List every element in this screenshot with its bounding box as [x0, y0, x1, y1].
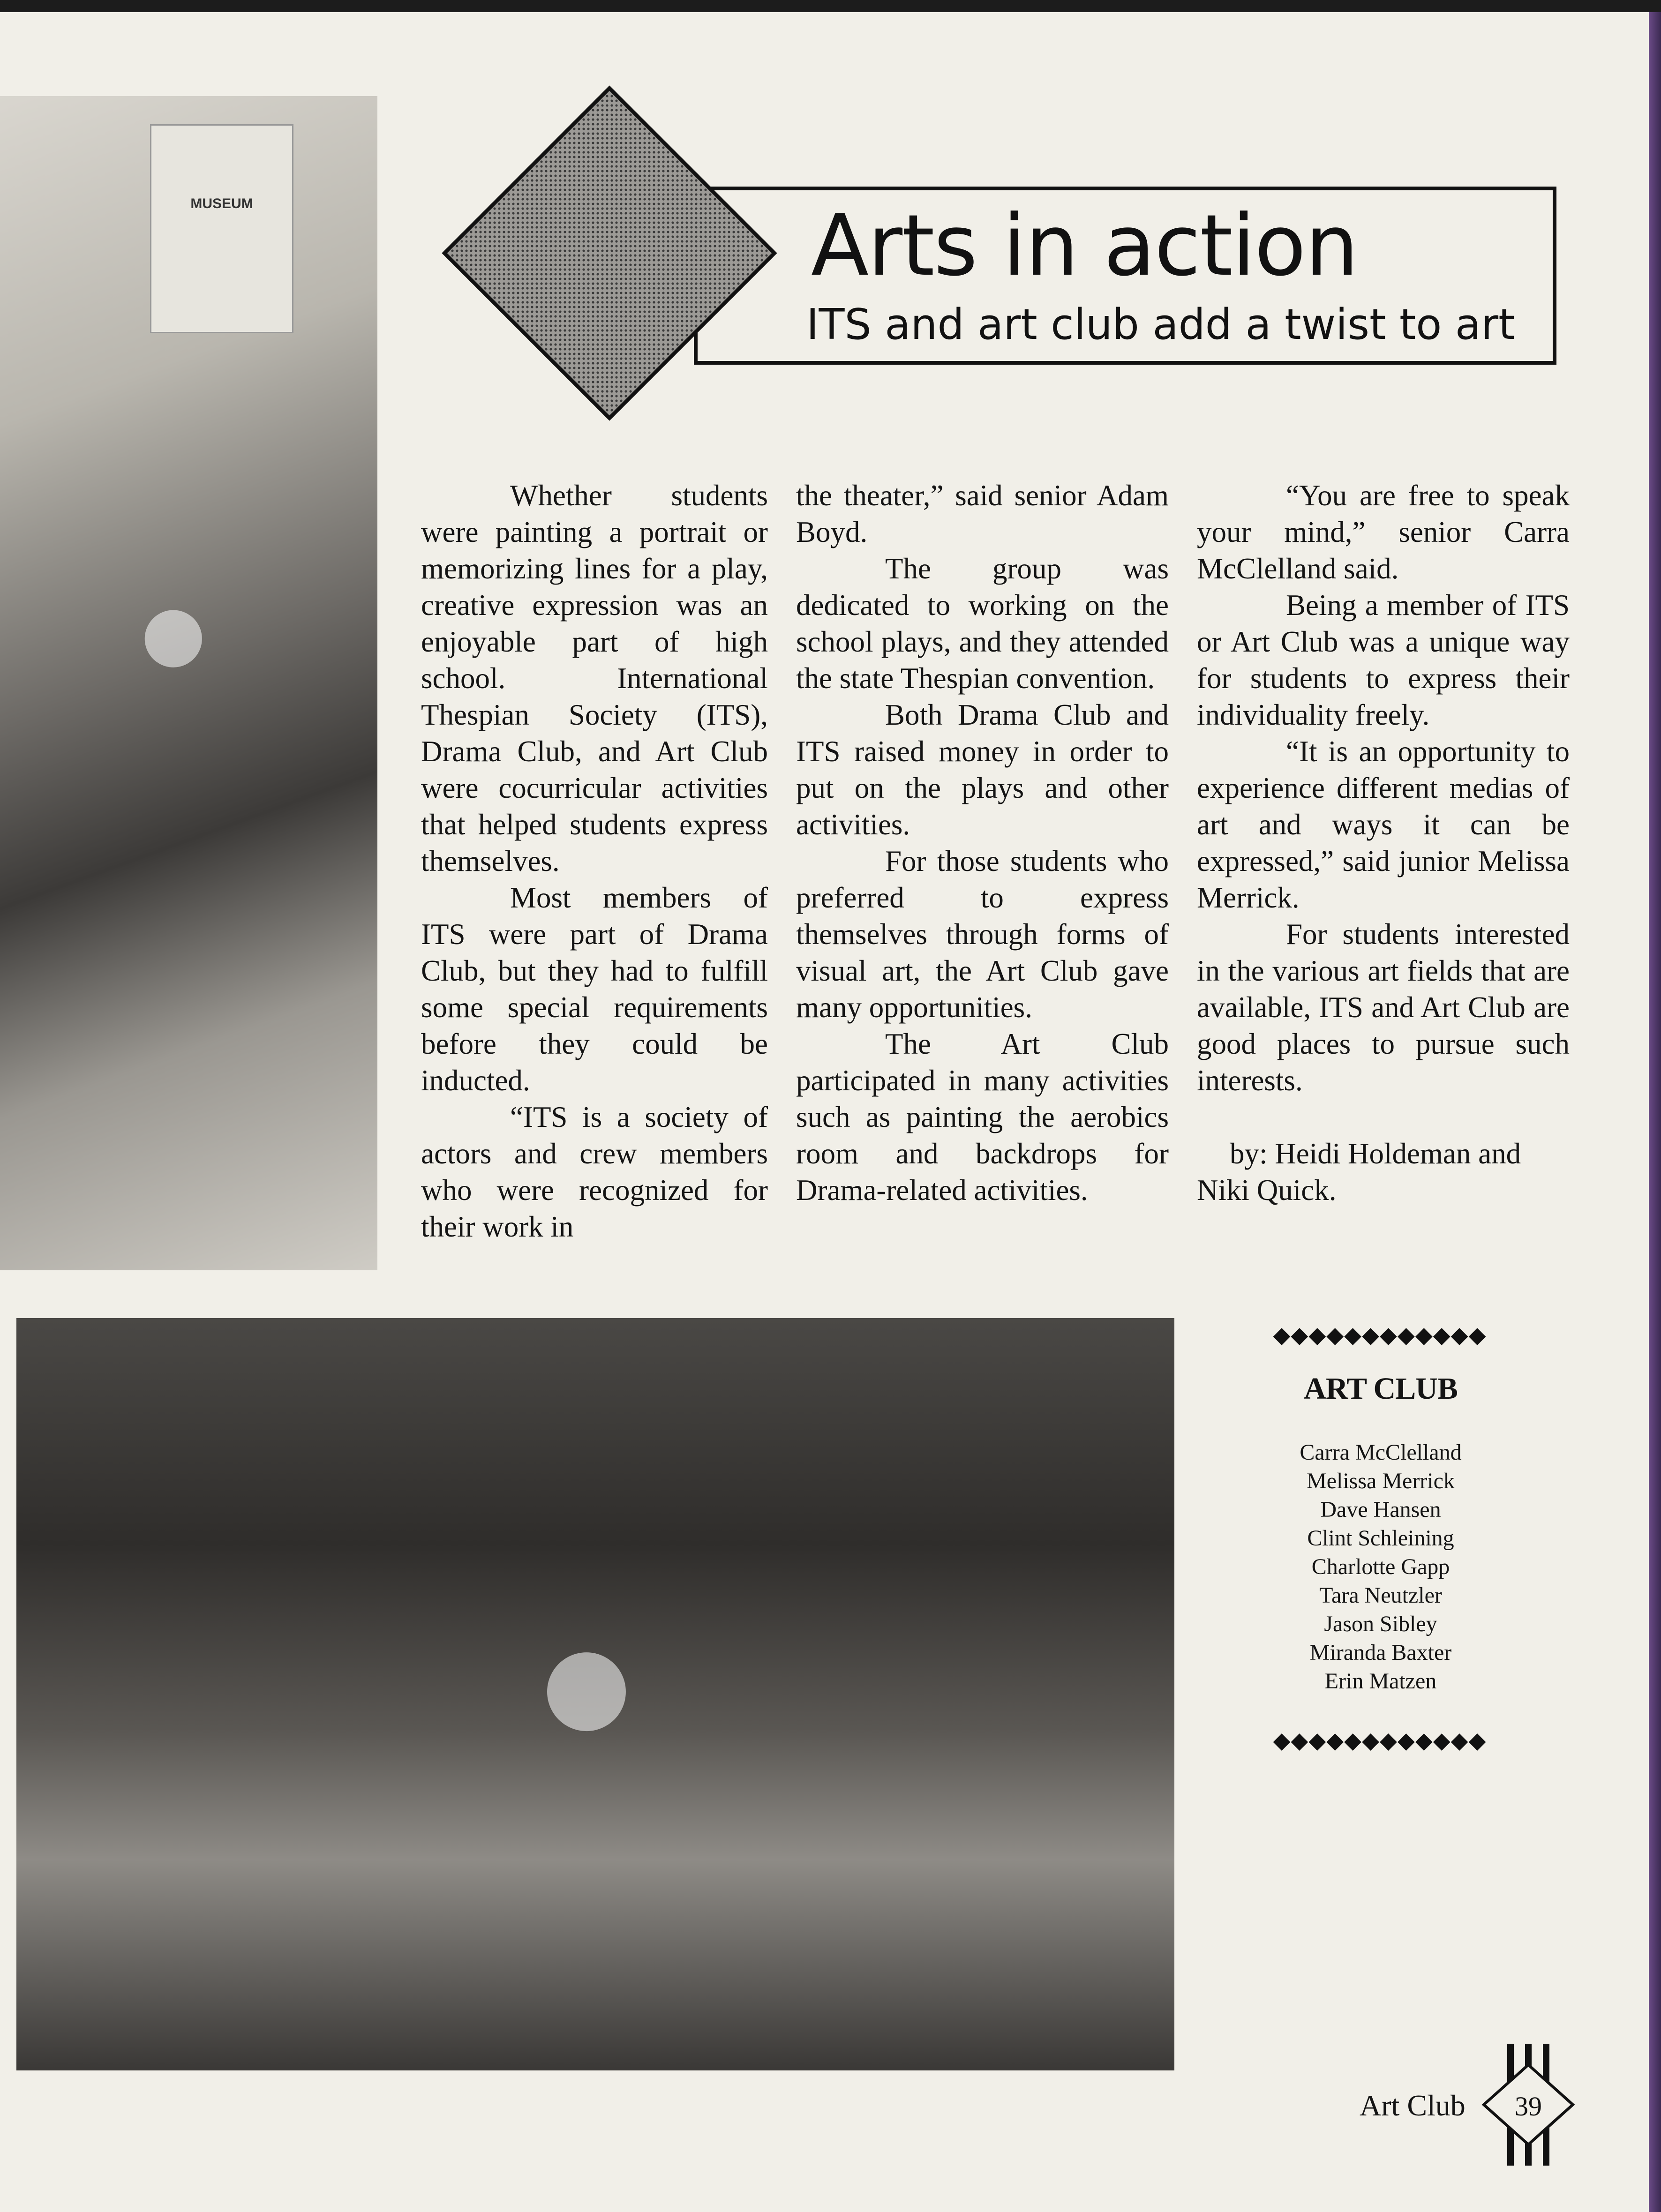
roster-member: Jason Sibley	[1324, 1612, 1437, 1636]
page-title: Arts in action	[811, 197, 1358, 295]
article-paragraph: For those students who preferred to express themselves through forms of visual art, the Art Club gave many opportunities.	[796, 845, 1169, 1024]
roster-member: Miranda Baxter	[1309, 1640, 1452, 1665]
photo-icon: ●	[541, 1623, 631, 1743]
diamond-divider-bottom: ◆◆◆◆◆◆◆◆◆◆◆◆	[1273, 1727, 1487, 1754]
roster-member: Erin Matzen	[1324, 1669, 1437, 1694]
roster-member: Clint Schleining	[1307, 1526, 1454, 1551]
roster-member: Dave Hansen	[1320, 1497, 1441, 1522]
roster-member: Tara Neutzler	[1319, 1583, 1442, 1608]
binding-spine-edge	[1649, 12, 1661, 2212]
roster-list	[1228, 1438, 1533, 1695]
page-subtitle: ITS and art club add a twist to art	[806, 300, 1515, 349]
page-number: 39	[1515, 2091, 1542, 2122]
article-column-3	[1197, 477, 1570, 1208]
article-paragraph: Both Drama Club and ITS raised money in order to put on the plays and other activities.	[796, 698, 1169, 841]
section-label: Art Club	[1360, 2089, 1466, 2122]
article-column-1	[421, 477, 768, 1245]
article-paragraph: The group was dedicated to working on the school plays, and they attended the state Thespian convention.	[796, 552, 1169, 695]
article-paragraph: “ITS is a society of actors and crew members who were recognized for their work in	[421, 1101, 768, 1243]
museum-sign	[150, 124, 293, 333]
article-paragraph: For students interested in the various art fields that are available, ITS and Art Club are good places to pursue such interests.	[1197, 918, 1570, 1097]
article-paragraph: Whether students were painting a portrait or memorizing lines for a play, creative expression was an enjoyable part of high school. International Thespian Society (ITS), Drama Club, and Art Club were cocurricular activities that helped students express themselves.	[421, 479, 768, 877]
roster-title: ART CLUB	[1304, 1372, 1458, 1406]
article-paragraph: Being a member of ITS or Art Club was a unique way for students to express their individuality freely.	[1197, 589, 1570, 731]
article-column-2	[796, 477, 1169, 1208]
art-club-group-photo	[16, 1318, 1174, 2070]
roster-member: Melissa Merrick	[1307, 1469, 1455, 1493]
museum-sign-text: MUSEUM	[190, 196, 253, 211]
article-paragraph: The Art Club participated in many activities such as painting the aerobics room and backdrops for Drama-related activities.	[796, 1027, 1169, 1207]
photo-icon: ●	[141, 588, 206, 676]
article-paragraph: “It is an opportunity to experience different medias of art and ways it can be expressed,” said junior Melissa Merrick.	[1197, 735, 1570, 914]
article-byline: by: Heidi Holdeman and Niki Quick.	[1197, 1137, 1521, 1207]
roster-member: Carra McClelland	[1300, 1440, 1462, 1465]
diamond-icon	[441, 84, 778, 422]
article-paragraph: “You are free to speak your mind,” senior Carra McClelland said.	[1197, 479, 1570, 585]
students-photo	[0, 96, 377, 1270]
roster-member: Charlotte Gapp	[1311, 1554, 1450, 1579]
article-paragraph: Most members of ITS were part of Drama Club, but they had to fulfill some special requirements before they could be inducted.	[421, 881, 768, 1097]
article-paragraph: the theater,” said senior Adam Boyd.	[796, 479, 1169, 548]
diamond-divider-top: ◆◆◆◆◆◆◆◆◆◆◆◆	[1273, 1322, 1487, 1348]
diamond-ornament	[441, 84, 778, 422]
page-top-edge	[0, 0, 1661, 12]
